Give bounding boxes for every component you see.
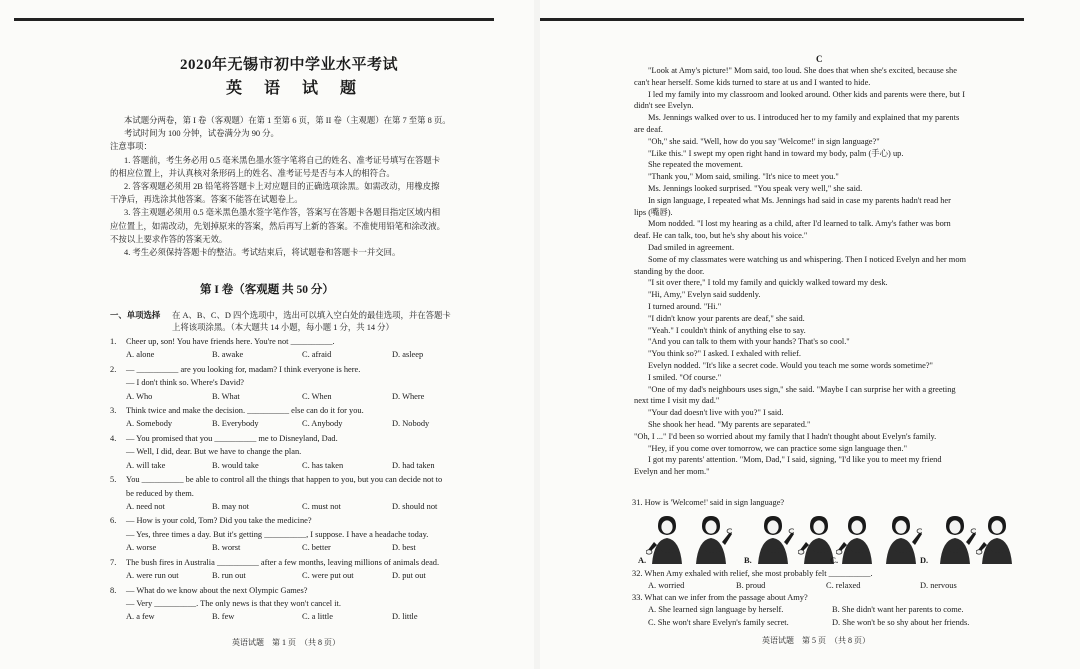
sign-person-figure bbox=[752, 512, 794, 564]
answer-option: B. awake bbox=[212, 350, 244, 360]
answer-option: D. had taken bbox=[392, 460, 435, 470]
passage-line: I smiled. "Of course." bbox=[648, 372, 722, 382]
passage-line: "Hi, Amy," Evelyn said suddenly. bbox=[648, 290, 761, 300]
answer-option: C. must not bbox=[302, 501, 341, 511]
question-number: 7. bbox=[110, 557, 117, 567]
answer-option: C. has taken bbox=[302, 460, 344, 470]
page-footer: 英语试题 第 1 页 （共 8 页） bbox=[232, 638, 340, 647]
instruction-line: 不按以上要求作答的答案无效。 bbox=[110, 234, 228, 244]
instruction-line: 应位置上，如需改动，先划掉原来的答案，然后再写上新的答案。不准使用铅笔和涂改液。 bbox=[110, 221, 445, 231]
passage-line: "Thank you," Mom said, smiling. "It's nice to meet you." bbox=[648, 172, 839, 182]
passage-line: next time I visit my dad." bbox=[634, 396, 720, 406]
answer-option: C. afraid bbox=[302, 350, 332, 360]
instruction-line: 1. 答题前，考生务必用 0.5 毫米黑色墨水签字笔将自己的姓名、准考证号填写在答题卡 bbox=[124, 155, 441, 165]
passage-line: Mom nodded. "I lost my hearing as a child, after I'd learned to talk. Amy's father was born bbox=[648, 219, 951, 229]
passage-line: I got my parents' attention. "Mom, Dad," I said, signing, "I'd like you to meet my friend bbox=[648, 455, 942, 465]
question-number: 5. bbox=[110, 475, 117, 485]
passage-line: I turned around. "Hi." bbox=[648, 302, 722, 311]
passage-line: "Hey, if you come over tomorrow, we can practice some sign language then." bbox=[648, 443, 908, 453]
answer-option: A. need not bbox=[126, 501, 165, 511]
question-text: Think twice and make the decision. __________ else can do it for you. bbox=[126, 406, 364, 416]
passage-line: "I didn't know your parents are deaf," she said. bbox=[648, 313, 805, 323]
passage-line: "One of my dad's neighbours uses sign," she said. "Maybe I can surprise her with a greeting bbox=[648, 384, 956, 394]
passage-heading: C bbox=[816, 54, 823, 64]
passage-line: "You think so?" I asked. I exhaled with relief. bbox=[648, 349, 801, 359]
instruction-line: 考试时间为 100 分钟，试卷满分为 90 分。 bbox=[124, 129, 279, 139]
answer-option: B. run out bbox=[212, 570, 246, 580]
exam-page-left bbox=[0, 0, 534, 669]
question-number: 3. bbox=[110, 406, 117, 416]
exam-subtitle: 英 语 试 题 bbox=[226, 80, 366, 97]
answer-option: D. best bbox=[392, 543, 416, 552]
passage-line: "Your dad doesn't live with you?" I said. bbox=[648, 408, 784, 418]
part-instructions-2: 上将该项涂黑。（本大题共 14 小题，每小题 1 分，共 14 分） bbox=[172, 323, 394, 332]
sign-person-figure bbox=[690, 512, 732, 564]
passage-line: Evelyn nodded. "It's like a secret code. Would you teach me some words sometime?" bbox=[648, 361, 933, 370]
question-32: 32. When Amy exhaled with relief, she most probably felt __________. bbox=[632, 569, 873, 578]
passage-line: Some of my classmates were watching us and whispering. Then I noticed Evelyn and her mom bbox=[648, 254, 967, 264]
question-number: 2. bbox=[110, 364, 117, 374]
top-rule bbox=[14, 18, 494, 21]
answer-option: C. relaxed bbox=[826, 581, 861, 590]
answer-option: A. a few bbox=[126, 612, 155, 622]
question-text: be reduced by them. bbox=[126, 488, 194, 498]
question-text: — Yes, three times a day. But it's getting __________, I suppose. I have a headache today. bbox=[126, 529, 429, 539]
question-text: — Very __________. The only news is that they won't cancel it. bbox=[126, 598, 341, 608]
passage-line: Dad smiled in agreement. bbox=[648, 243, 735, 252]
answer-option: D. should not bbox=[392, 501, 438, 511]
answer-option: B. What bbox=[212, 391, 240, 401]
passage-line: "And you can talk to them with your hands? That's so cool." bbox=[648, 337, 850, 347]
sign-person-figure bbox=[880, 512, 922, 564]
question-text: — How is your cold, Tom? Did you take the medicine? bbox=[126, 516, 312, 526]
option-label: C. bbox=[830, 556, 839, 565]
answer-option: B. would take bbox=[212, 460, 259, 470]
answer-option: B. worst bbox=[212, 543, 241, 552]
answer-option: D. put out bbox=[392, 570, 426, 580]
passage-line: "I sit over there," I told my family and quickly walked toward my desk. bbox=[648, 278, 888, 288]
question-text: Cheer up, son! You have friends here. You're not __________. bbox=[126, 337, 335, 346]
answer-option: C. When bbox=[302, 391, 332, 401]
instruction-line: 干净后，再选涂其他答案。答案不能答在试题卷上。 bbox=[110, 195, 303, 205]
answer-option: C. a little bbox=[302, 612, 333, 622]
passage-line: standing by the door. bbox=[634, 266, 705, 276]
answer-option: D. little bbox=[392, 612, 418, 622]
passage-line: "Like this." I swept my open right hand in toward my body, palm (手心) up. bbox=[648, 148, 904, 158]
question-text: You __________ be able to control all the things that happen to you, but you can decide not to bbox=[126, 475, 443, 485]
answer-option: A. alone bbox=[126, 350, 155, 360]
answer-option: A. worried bbox=[648, 581, 685, 590]
question-31: 31. How is 'Welcome!' said in sign language? bbox=[632, 498, 785, 507]
question-text: — You promised that you __________ me to Disneyland, Dad. bbox=[126, 434, 338, 443]
answer-option: B. Everybody bbox=[212, 419, 259, 429]
instruction-line: 的相应位置上，并认真核对条形码上的姓名、准考证号是否与本人的相符合。 bbox=[110, 168, 395, 178]
passage-line: are deaf. bbox=[634, 125, 663, 134]
option-label: D. bbox=[920, 556, 929, 565]
question-number: 4. bbox=[110, 434, 117, 443]
passage-line: didn't see Evelyn. bbox=[634, 101, 694, 111]
answer-option: D. Nobody bbox=[392, 419, 430, 429]
question-text: — I don't think so. Where's David? bbox=[126, 378, 244, 388]
passage-line: "Look at Amy's picture!" Mom said, too loud. She does that when she's excited, because she bbox=[648, 66, 957, 75]
passage-line: "Oh," she said. "Well, how do you say 'Welcome!' in sign language?" bbox=[648, 136, 880, 146]
passage-line: "Yeah." I couldn't think of anything else to say. bbox=[648, 325, 806, 335]
answer-option: C. She won't share Evelyn's family secret. bbox=[648, 618, 789, 627]
question-33: 33. What can we infer from the passage about Amy? bbox=[632, 593, 808, 602]
part-instructions-1: 在 A、B、C、D 四个选项中，选出可以填入空白处的最佳选项，并在答题卡 bbox=[172, 311, 451, 320]
option-label: A. bbox=[638, 556, 647, 565]
answer-option: C. better bbox=[302, 543, 331, 552]
answer-option: B. few bbox=[212, 612, 235, 622]
instruction-line: 注意事项： bbox=[110, 142, 152, 152]
answer-option: A. were run out bbox=[126, 570, 179, 580]
instruction-line: 3. 答主观题必须用 0.5 毫米黑色墨水签字笔作答，答案写在答题卡各题目指定区域内相 bbox=[124, 208, 441, 218]
sign-person-figure bbox=[934, 512, 976, 564]
passage-line: Evelyn and her mom." bbox=[634, 467, 710, 477]
answer-option: D. Where bbox=[392, 391, 425, 401]
sign-person-figure bbox=[836, 512, 878, 564]
answer-option: B. She didn't want her parents to come. bbox=[832, 605, 964, 614]
answer-option: A. She learned sign language by herself. bbox=[648, 605, 784, 614]
answer-option: A. worse bbox=[126, 543, 157, 552]
sign-person-figure bbox=[646, 512, 688, 564]
instruction-line: 4. 考生必须保持答题卡的整洁。考试结束后，将试题卷和答题卡一并交回。 bbox=[124, 248, 401, 257]
passage-line: I led my family into my classroom and looked around. Other kids and parents were there, but I bbox=[648, 89, 966, 99]
passage-line: deaf. He can talk, too, but he's shy about his voice." bbox=[634, 231, 808, 241]
part-heading: 一、单项选择 bbox=[110, 311, 161, 320]
passage-line: Ms. Jennings walked over to us. I introduced her to my family and explained that my parents bbox=[648, 113, 960, 123]
sign-person-figure bbox=[976, 512, 1018, 564]
answer-option: A. Somebody bbox=[126, 419, 173, 429]
answer-option: D. nervous bbox=[920, 581, 957, 590]
option-label: B. bbox=[744, 556, 752, 565]
question-text: — What do we know about the next Olympic Games? bbox=[126, 585, 308, 595]
answer-option: D. asleep bbox=[392, 350, 424, 360]
passage-line: She repeated the movement. bbox=[648, 160, 743, 170]
answer-option: C. Anybody bbox=[302, 419, 343, 429]
answer-option: A. will take bbox=[126, 460, 166, 470]
passage-line: Ms. Jennings looked surprised. "You speak very well," she said. bbox=[648, 184, 863, 193]
passage-line: lips (嘴唇). bbox=[634, 207, 673, 217]
question-number: 6. bbox=[110, 516, 117, 526]
answer-option: A. Who bbox=[126, 391, 153, 401]
instruction-line: 本试题分两卷，第 I 卷（客观题）在第 1 至第 6 页，第 II 卷（主观题）在第 7 至第 8 页。 bbox=[124, 116, 451, 125]
section-title: 第 I 卷（客观题 共 50 分） bbox=[200, 284, 334, 296]
question-text: The bush fires in Australia __________ after a few months, leaving millions of animals dead. bbox=[126, 557, 440, 567]
answer-option: C. were put out bbox=[302, 570, 354, 580]
instruction-line: 2. 答客观题必须用 2B 铅笔将答题卡上对应题目的正确选项涂黑。如需改动，用橡皮擦 bbox=[124, 182, 440, 191]
exam-page-right bbox=[540, 0, 1080, 669]
exam-title: 2020年无锡市初中学业水平考试 bbox=[180, 57, 399, 73]
answer-option: D. She won't be so shy about her friends. bbox=[832, 618, 970, 627]
question-number: 1. bbox=[110, 337, 117, 346]
passage-line: In sign language, I repeated what Ms. Jennings had said in case my parents hadn't read her bbox=[648, 195, 951, 205]
question-text: — __________ are you looking for, madam? I think everyone is here. bbox=[126, 364, 361, 374]
page-footer: 英语试题 第 5 页 （共 8 页） bbox=[762, 636, 870, 645]
answer-option: B. may not bbox=[212, 501, 249, 511]
top-rule bbox=[540, 18, 1024, 21]
passage-line: She shook her head. "My parents are separated." bbox=[648, 420, 811, 429]
passage-line: can't hear herself. Some kids turned to stare at us and I wanted to hide. bbox=[634, 77, 871, 87]
question-number: 8. bbox=[110, 585, 117, 595]
passage-line: "Oh, I ..." I'd been so worried about my family that I hadn't thought about Evelyn's family. bbox=[634, 431, 937, 441]
answer-option: B. proud bbox=[736, 581, 766, 590]
question-text: — Well, I did, dear. But we have to change the plan. bbox=[126, 447, 302, 457]
